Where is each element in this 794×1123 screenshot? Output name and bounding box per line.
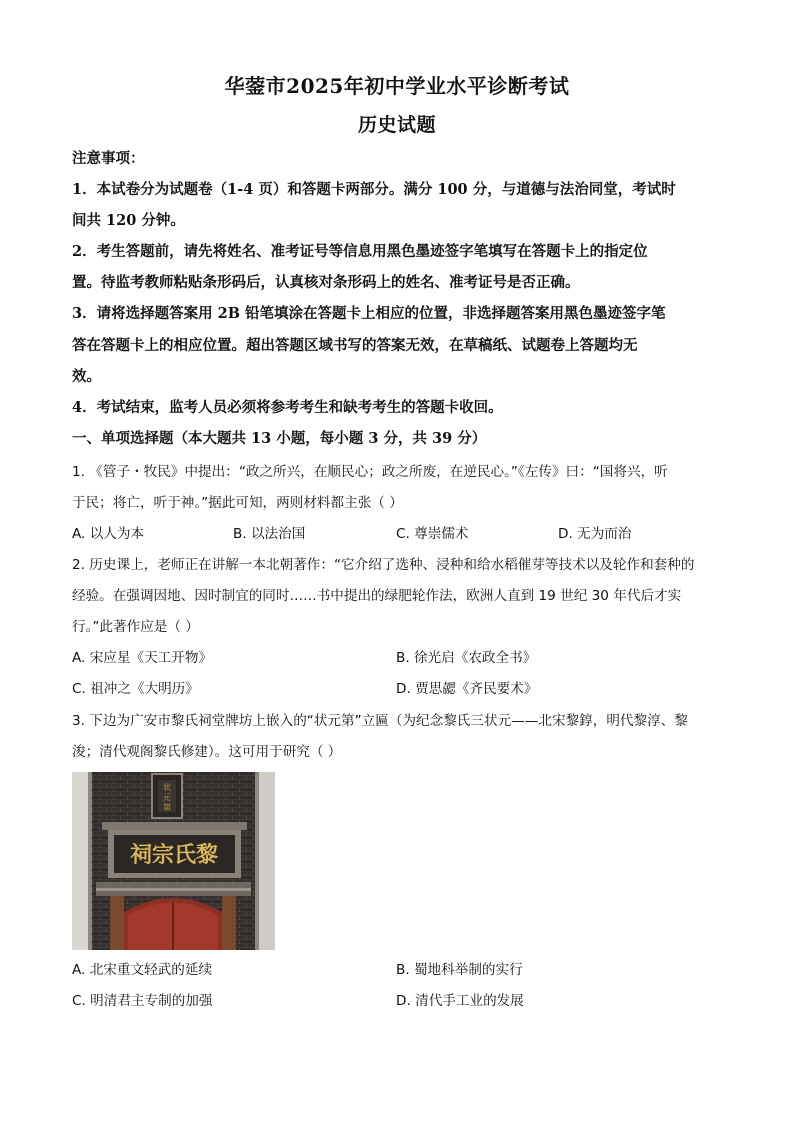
question-1-option-d: D. 无为而治: [558, 526, 632, 542]
notice-item-3-line-2: 答在答题卡上的相应位置。超出答题区域书写的答案无效，在草稿纸、试题卷上答题均无: [72, 337, 638, 354]
vertical-plaque-char-2: 元: [163, 793, 171, 802]
question-1-option-b: B. 以法治国: [233, 526, 306, 542]
question-2-line-3: 行。”此著作应是（ ）: [72, 619, 199, 635]
question-3-option-a: A. 北宋重文轻武的延续: [72, 962, 213, 978]
question-1-line-2: 于民；将亡，听于神。”据此可知，两则材料都主张（ ）: [72, 495, 403, 511]
notice-item-4-line-1: 4．考试结束，监考人员必须将参考考生和缺考考生的答题卡收回。: [72, 399, 503, 416]
question-2-line-1: 2. 历史课上，老师正在讲解一本北朝著作：“它介绍了选种、浸种和给水稻催芽等技术以及轮作和套种的: [72, 557, 695, 573]
question-2-option-c: C. 祖冲之《大明历》: [72, 681, 199, 697]
question-1-option-c: C. 尊崇儒术: [396, 526, 469, 542]
exam-subject: 历史试题: [357, 114, 436, 136]
notice-item-2-line-2: 置。待监考教师粘贴条形码后，认真核对条形码上的姓名、准考证号是否正确。: [72, 274, 580, 291]
vertical-plaque-char-1: 状: [163, 783, 171, 792]
question-1-line-1: 1. 《管子・牧民》中提出：“政之所兴，在顺民心；政之所废，在逆民心。”《左传》曰：“国将兴，听: [72, 464, 668, 480]
question-2-option-a: A. 宋应星《天工开物》: [72, 650, 213, 666]
main-plaque-text: 祠宗氏黎: [129, 842, 219, 868]
question-3-option-d: D. 清代手工业的发展: [396, 993, 524, 1009]
question-2-option-b: B. 徐光启《农政全书》: [396, 650, 537, 666]
question-1-option-a: A. 以人为本: [72, 526, 145, 542]
notice-item-3-line-3: 效。: [72, 368, 101, 385]
notice-item-1-line-2: 间共 120 分钟。: [72, 212, 185, 229]
ancestral-hall-photo: [72, 772, 275, 950]
question-2-option-d: D. 贾思勰《齐民要术》: [396, 681, 538, 697]
notice-item-1-line-1: 1．本试卷分为试题卷（1-4 页）和答题卡两部分。满分 100 分，与道德与法治同堂，考试时: [72, 181, 676, 198]
notice-item-2-line-1: 2．考生答题前，请先将姓名、准考证号等信息用黑色墨迹签字笔填写在答题卡上的指定位: [72, 243, 648, 260]
ancestral-hall-illustration: [72, 772, 275, 950]
question-3-option-b: B. 蜀地科举制的实行: [396, 962, 523, 978]
question-3-line-1: 3. 下边为广安市黎氏祠堂牌坊上嵌入的“状元第”立匾（为纪念黎氏三状元——北宋黎錞，明代黎淳、黎: [72, 713, 688, 729]
notice-heading: 注意事项：: [72, 150, 145, 167]
question-3-line-2: 浚；清代观阁黎氏修建）。这可用于研究（ ）: [72, 744, 342, 760]
vertical-plaque-char-3: 第: [163, 803, 171, 812]
section-heading: 一、单项选择题（本大题共 13 小题，每小题 3 分，共 39 分）: [72, 430, 487, 447]
question-3-option-c: C. 明清君主专制的加强: [72, 993, 213, 1009]
question-2-line-2: 经验。在强调因地、因时制宜的同时……书中提出的绿肥轮作法，欧洲人直到 19 世纪 30 年代后才实: [72, 588, 682, 604]
notice-item-3-line-1: 3．请将选择题答案用 2B 铅笔填涂在答题卡上相应的位置，非选择题答案用黑色墨迹签字笔: [72, 305, 666, 322]
exam-title: 华蓥市2025年初中学业水平诊断考试: [224, 74, 570, 98]
